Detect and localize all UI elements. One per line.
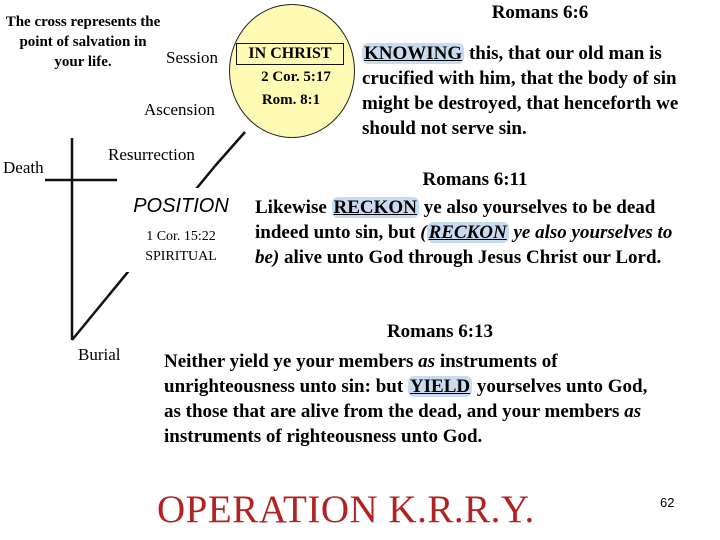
verse3-reference: Romans 6:13 <box>386 321 494 342</box>
verse1-reference: Romans 6:6 <box>491 2 589 23</box>
page-number: 62 <box>660 495 675 510</box>
verse3-p2: instruments of unrighteousness unto sin: but <box>164 351 558 397</box>
position-ref: 1 Cor. 15:22 <box>146 229 216 244</box>
resurrection-to-ascension-line <box>215 132 245 166</box>
death-label: Death <box>3 158 44 177</box>
verse3-p4: instruments of righteousness unto God. <box>164 426 483 447</box>
position-title: POSITION <box>133 195 229 217</box>
in-christ-title: IN CHRIST <box>236 43 344 65</box>
verse2-after: alive unto God through Jesus Christ our Lord. <box>279 247 662 268</box>
session-label: Session <box>166 48 218 67</box>
in-christ-ref1: 2 Cor. 5:17 <box>261 69 331 85</box>
verse2-text <box>255 195 695 270</box>
verse3-text <box>164 349 664 449</box>
cross-caption: The cross represents the point of salvation in your life. <box>5 14 161 70</box>
verse2-keyword-reckon: RECKON <box>333 197 417 218</box>
ascension-label: Ascension <box>144 100 215 119</box>
position-spiritual: SPIRITUAL <box>145 249 217 264</box>
verse2-keyword-reckon-2: RECKON <box>428 222 507 243</box>
in-christ-ref2: Rom. 8:1 <box>261 92 321 108</box>
verse1-keyword-knowing: KNOWING <box>364 43 463 64</box>
footer-title: OPERATION K.R.R.Y. <box>157 488 535 531</box>
verse3-keyword-yield: YIELD <box>409 376 471 397</box>
verse3-as1: as <box>418 351 436 372</box>
verse3-as2: as <box>624 401 642 422</box>
verse1-body: this, that our old man is crucified with him, that the body of sin might be destroyed, that henceforth we should not serve sin. <box>362 43 679 139</box>
verse2-paren: ( <box>420 222 427 243</box>
verse3-p3: yourselves unto God, as those that are alive from the dead, and your members <box>164 376 648 422</box>
verse2-reference: Romans 6:11 <box>422 169 528 190</box>
verse2-italic: ye also yourselves to be) <box>255 222 673 268</box>
burial-label: Burial <box>78 345 121 364</box>
verse1-text <box>362 41 718 141</box>
verse3-p1: Neither yield ye your members <box>164 351 419 372</box>
verse2-middle: ye also yourselves to be dead indeed unto sin, but <box>255 197 656 243</box>
resurrection-label: Resurrection <box>108 145 195 164</box>
verse2-before: Likewise <box>255 197 332 218</box>
